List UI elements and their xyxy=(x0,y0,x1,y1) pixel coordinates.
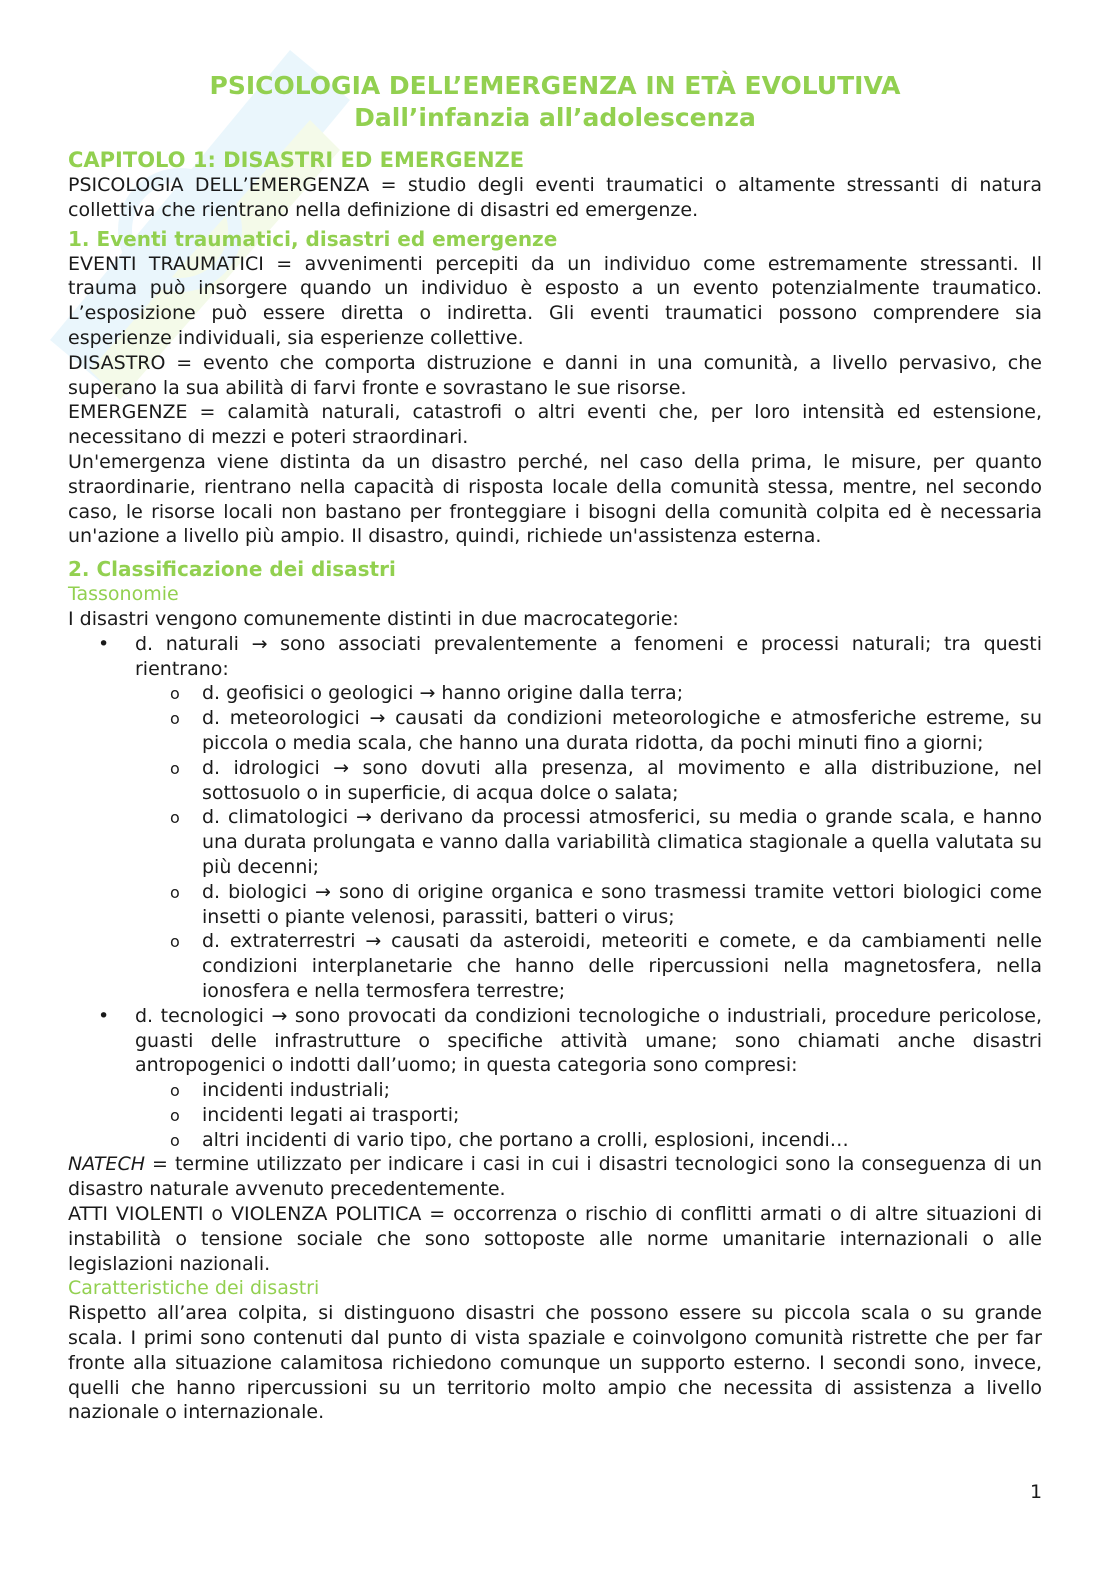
list-item xyxy=(135,681,1042,706)
subsection-heading: Tassonomie xyxy=(68,583,179,606)
sub-list xyxy=(135,681,1042,1003)
list-item xyxy=(135,1078,1042,1103)
circle-bullet-icon: o xyxy=(170,1081,180,1101)
bullet-list xyxy=(68,632,1042,1153)
circle-bullet-icon: o xyxy=(170,932,180,952)
natech-term: NATECH xyxy=(68,1153,145,1176)
circle-bullet-icon: o xyxy=(170,684,180,704)
circle-bullet-icon: o xyxy=(170,1105,180,1125)
list-item xyxy=(135,880,1042,930)
natech-definition: = termine utilizzato per indicare i casi in cui i disastri tecnologici sono la conseguenza di un disastro naturale avvenuto precedentemente. xyxy=(68,1153,1042,1201)
list-item xyxy=(135,929,1042,1003)
document-title: PSICOLOGIA DELL’EMERGENZA IN ETÀ EVOLUTIVA xyxy=(209,71,901,100)
list-item-text: d. idrologici → sono dovuti alla presenza, al movimento e alla distribuzione, nel sottosuolo o in superficie, di acqua dolce o salata; xyxy=(202,756,1042,804)
list-item-text: d. naturali → sono associati prevalentemente a fenomeni e processi naturali; tra questi rientrano: xyxy=(135,632,1042,680)
sub-list xyxy=(135,1078,1042,1152)
paragraph: ATTI VIOLENTI o VIOLENZA POLITICA = occorrenza o rischio di conflitti armati o di altre situazioni di instabilità o tensione sociale che sono sottoposte alle norme umanitarie internazionali o alle legislazioni nazionali. xyxy=(68,1203,1042,1275)
list-item xyxy=(135,756,1042,806)
list-item xyxy=(135,706,1042,756)
list-item xyxy=(135,805,1042,879)
circle-bullet-icon: o xyxy=(170,758,180,778)
page-number: 1 xyxy=(1030,1481,1043,1503)
paragraph: Un'emergenza viene distinta da un disastro perché, nel caso della prima, le misure, per quanto straordinarie, rientrano nella capacità di risposta locale della comunità stessa, mentre, nel secondo caso, le risorse locali non bastano per fronteggiare i bisogni della comunità colpita ed è necessaria un'azione a livello più ampio. Il disastro, quindi, richiede un'assistenza esterna. xyxy=(68,450,1042,548)
list-item-text: d. climatologici → derivano da processi atmosferici, su media o grande scala, e hanno una durata prolungata e vanno dalla variabilità climatica stagionale a quella valutata su più decenni; xyxy=(202,806,1042,878)
circle-bullet-icon: o xyxy=(170,709,180,729)
list-item-text: incidenti legati ai trasporti; xyxy=(202,1103,460,1126)
list-item-text: incidenti industriali; xyxy=(202,1079,391,1102)
paragraph xyxy=(68,1152,1042,1202)
list-item xyxy=(68,632,1042,1004)
list-item-text: d. tecnologici → sono provocati da condizioni tecnologiche o industriali, procedure pericolose, guasti delle infrastrutture o specifiche attività umane; sono chiamati anche disastri antropogenici o indotti dall’uomo; in questa categoria sono compresi: xyxy=(135,1004,1042,1077)
bullet-icon: • xyxy=(98,1004,110,1027)
chapter-heading: CAPITOLO 1: DISASTRI ED EMERGENZE xyxy=(68,148,525,172)
circle-bullet-icon: o xyxy=(170,882,180,902)
list-item-text: d. meteorologici → causati da condizioni meteorologiche e atmosferiche estreme, su piccola o media scala, che hanno una durata ridotta, da pochi minuti fino a giorni; xyxy=(202,707,1042,754)
bullet-icon: • xyxy=(98,632,110,655)
list-item-text: d. geofisici o geologici → hanno origine dalla terra; xyxy=(202,682,684,705)
document-subtitle: Dall’infanzia all’adolescenza xyxy=(354,103,756,132)
list-item xyxy=(135,1103,1042,1128)
list-item xyxy=(135,1128,1042,1153)
subsection-heading: Caratteristiche dei disastri xyxy=(68,1277,320,1300)
paragraph: EVENTI TRAUMATICI = avvenimenti percepiti da un individuo come estremamente stressanti. Il trauma può insorgere quando un individuo è esposto a un evento potenzialmente traumatico. L’esposizione può essere diretta o indiretta. Gli eventi traumatici possono comprendere sia esperienze individuali, sia esperienze collettive. xyxy=(68,252,1042,349)
list-item-text: d. extraterrestri → causati da asteroidi, meteoriti e comete, e da cambiamenti nelle condizioni interplanetarie che hanno delle ripercussioni nella magnetosfera, nella ionosfera e nella termosfera terrestre; xyxy=(202,930,1042,1002)
chapter-intro: PSICOLOGIA DELL’EMERGENZA = studio degli eventi traumatici o altamente stressanti di natura collettiva che rientrano nella definizione di disastri ed emergenze. xyxy=(68,174,1042,221)
list-item-text: altri incidenti di vario tipo, che portano a crolli, esplosioni, incendi… xyxy=(202,1128,849,1151)
paragraph: I disastri vengono comunemente distinti in due macrocategorie: xyxy=(68,607,679,630)
section-heading: 1. Eventi traumatici, disastri ed emergenze xyxy=(68,226,558,251)
paragraph: EMERGENZE = calamità naturali, catastrofi o altri eventi che, per loro intensità ed estensione, necessitano di mezzi e poteri straordinari. xyxy=(68,401,1042,449)
list-item xyxy=(68,1004,1042,1153)
section-heading: 2. Classificazione dei disastri xyxy=(68,557,396,582)
paragraph: Rispetto all’area colpita, si distinguono disastri che possono essere su piccola scala o su grande scala. I primi sono contenuti dal punto di vista spaziale e coinvolgono comunità ristrette che per far fronte alla situazione calamitosa richiedono comunque un supporto esterno. I secondi sono, invece, quelli che hanno ripercussioni su un territorio molto ampio che necessita di assistenza a livello nazionale o internazionale. xyxy=(68,1302,1042,1424)
list-item-text: d. biologici → sono di origine organica e sono trasmessi tramite vettori biologici come insetti o piante velenosi, parassiti, batteri o virus; xyxy=(202,880,1042,928)
circle-bullet-icon: o xyxy=(170,1130,180,1150)
paragraph: DISASTRO = evento che comporta distruzione e danni in una comunità, a livello pervasivo, che superano la sua abilità di farvi fronte e sovrastano le sue risorse. xyxy=(68,351,1042,399)
circle-bullet-icon: o xyxy=(170,808,180,828)
